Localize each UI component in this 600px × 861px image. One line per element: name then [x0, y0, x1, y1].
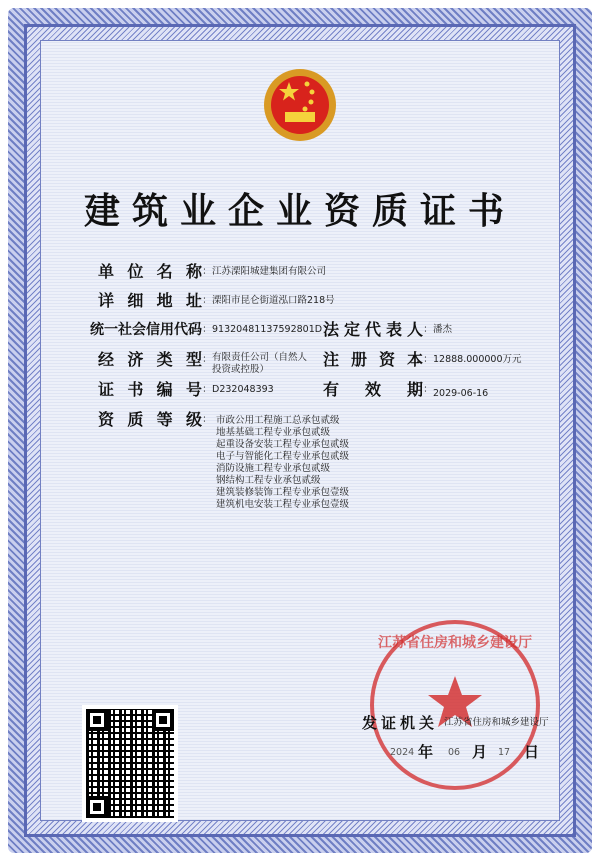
econ-type-value: 有限责任公司（自然人投资或控股） [212, 352, 308, 375]
month-label: 月 [472, 743, 488, 761]
official-seal [370, 620, 540, 790]
qualification-item: 起重设备安装工程专业承包贰级 [216, 439, 350, 450]
year-label: 年 [418, 743, 434, 761]
grade-label: 资质等级 [98, 410, 202, 429]
unit-name-value: 江苏溧阳城建集团有限公司 [212, 266, 327, 277]
day-label: 日 [524, 743, 540, 761]
issuer-value: 江苏省住房和城乡建设厅 [444, 717, 549, 728]
qualification-item: 建筑装修装饰工程专业承包壹级 [216, 487, 350, 498]
valid-value: 2029-06-16 [433, 388, 489, 399]
valid-label: 有效期 [323, 380, 423, 399]
credit-code-value: 91320481137592801D [212, 324, 323, 335]
legal-rep-value: 潘杰 [433, 324, 453, 335]
qr-code[interactable] [82, 705, 178, 822]
cert-no-label: 证书编号 [98, 380, 202, 399]
capital-label: 注册资本 [323, 350, 423, 369]
address-value: 溧阳市昆仑街道泓口路218号 [212, 295, 335, 306]
unit-name-label: 单位名称 [98, 262, 202, 281]
credit-code-label: 统一社会信用代码 [90, 322, 202, 338]
legal-rep-label: 法定代表人 [323, 320, 423, 339]
cert-no-value: D232048393 [212, 384, 274, 395]
qualification-item: 电子与智能化工程专业承包贰级 [216, 451, 350, 462]
address-label: 详细地址 [98, 291, 202, 310]
qualification-item: 消防设施工程专业承包贰级 [216, 463, 331, 474]
qualification-list [216, 415, 349, 511]
capital-value: 12888.000000万元 [433, 354, 522, 365]
issue-month: 06 [448, 747, 461, 758]
qualification-item: 钢结构工程专业承包贰级 [216, 475, 321, 486]
qualification-item: 市政公用工程施工总承包贰级 [216, 415, 340, 426]
certificate-title: 建筑业企业资质证书 [83, 191, 516, 232]
issue-day: 17 [498, 747, 511, 758]
econ-type-label: 经济类型 [98, 350, 202, 369]
issue-year: 2024 [390, 747, 415, 758]
qualification-item: 建筑机电安装工程专业承包壹级 [216, 499, 350, 510]
seal-text: 江苏省住房和城乡建设厅 [378, 635, 532, 651]
issuer-label: 发证机关 [362, 714, 439, 732]
national-emblem-icon [263, 68, 337, 142]
qualification-item: 地基基础工程专业承包贰级 [216, 427, 331, 438]
